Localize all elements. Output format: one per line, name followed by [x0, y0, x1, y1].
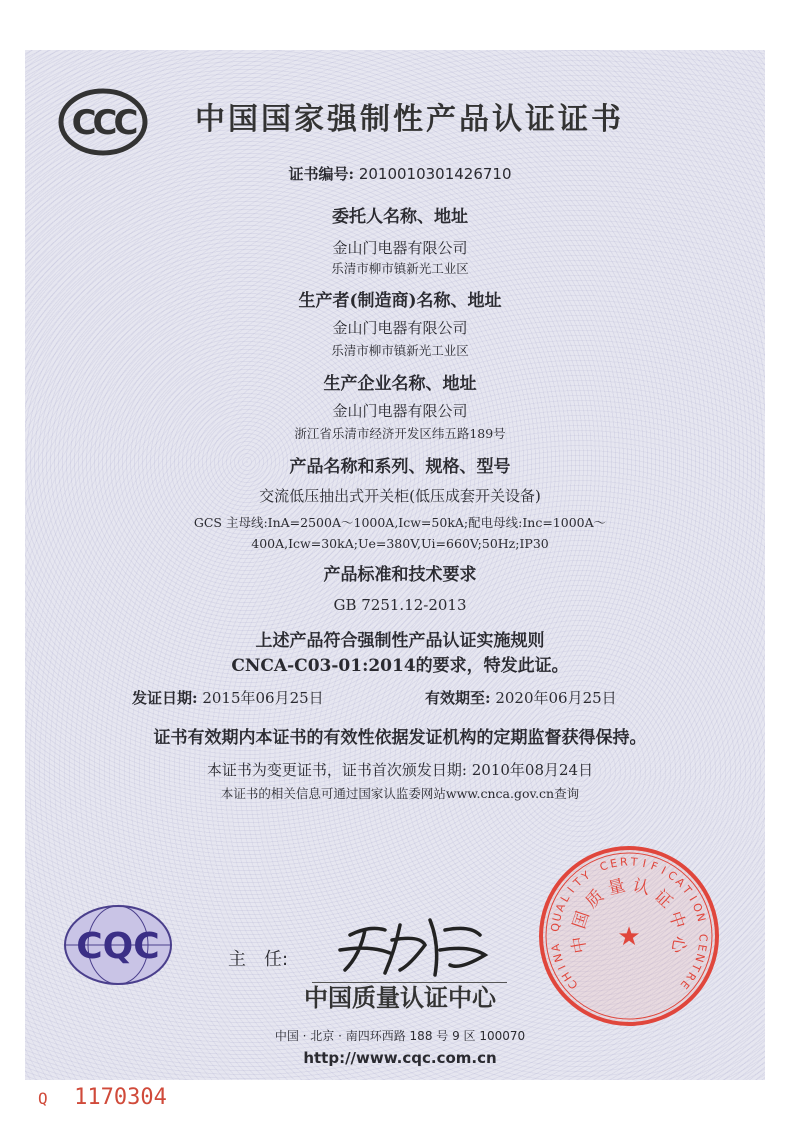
seal-outer-char: L: [558, 892, 573, 905]
cqc-logo: [62, 903, 174, 987]
expiry-date: [425, 690, 617, 707]
issue-date-value: 2015年06月25日: [202, 689, 324, 707]
seal-outer-char: U: [550, 911, 565, 923]
seal-outer-char: Y: [579, 868, 593, 884]
manufacturer-name: 金山门电器有限公司: [332, 319, 468, 337]
cqc-logo-text: CQC: [76, 926, 160, 967]
seal-outer-char: I: [641, 856, 648, 871]
seal-star-icon: ★: [617, 922, 641, 952]
validity-note: 证书有效期内本证书的有效性依据发证机构的定期监督获得保持。: [153, 728, 647, 748]
seal-inner-char: 质: [581, 886, 609, 913]
seal-outer-char: C: [565, 977, 581, 992]
change-note: 本证书为变更证书，证书首次颁发日期: 2010年08月24日: [206, 761, 594, 779]
product-spec-line1: GCS 主母线:InA=2500A～1000A,Icw=50kA;配电母线:Inc=1000A～: [193, 515, 607, 530]
manufacturer-heading: 生产者(制造商)名称、地址: [298, 291, 502, 311]
seal-inner-char: 中: [568, 934, 592, 955]
issue-date-label: 发证日期:: [132, 689, 198, 707]
director-label: 主 任:: [228, 949, 289, 970]
serial-prefix: Q: [38, 1089, 48, 1108]
query-note: 本证书的相关信息可通过国家认监委网站www.cnca.gov.cn查询: [220, 786, 580, 801]
seal-inner-char: 国: [569, 908, 594, 932]
seal-outer-char: N: [692, 952, 708, 964]
seal-inner-char: 量: [605, 875, 628, 900]
seal-outer-char: N: [693, 911, 708, 924]
seal-outer-char: T: [679, 883, 695, 897]
product-heading: 产品名称和系列、规格、型号: [289, 457, 511, 477]
seal-inner-char: 心: [666, 934, 690, 955]
seal-outer-char: E: [677, 977, 693, 992]
seal-outer-char: C: [696, 933, 710, 942]
serial-number: [38, 1085, 167, 1110]
seal-outer-char: E: [608, 856, 619, 871]
director-signature: [330, 905, 500, 980]
expiry-date-label: 有效期至:: [425, 689, 491, 707]
client-heading: 委托人名称、地址: [332, 207, 468, 227]
client-address: 乐清市柳市镇新光工业区: [331, 261, 469, 276]
seal-outer-char: H: [559, 969, 575, 984]
seal-outer-char: T: [630, 855, 638, 869]
seal-outer-char: O: [689, 901, 706, 915]
signature-line: [312, 982, 507, 983]
organization-address: 中国 · 北京 · 南四环西路 188 号 9 区 100070: [274, 1029, 526, 1043]
seal-inner-char: 证: [649, 886, 677, 913]
page-title: 中国国家强制性产品认证证书: [195, 102, 624, 137]
seal-outer-char: Q: [548, 922, 563, 933]
standard-value: GB 7251.12-2013: [333, 596, 467, 614]
seal-outer-char: I: [564, 884, 578, 896]
seal-outer-char: R: [619, 855, 629, 869]
seal-outer-char: A: [548, 943, 563, 953]
standard-heading: 产品标准和技术要求: [323, 565, 477, 585]
client-name: 金山门电器有限公司: [332, 239, 468, 257]
ccc-logo-text: CCC: [71, 103, 135, 143]
serial-value: 1170304: [74, 1085, 167, 1110]
seal-outer-char: C: [598, 858, 610, 874]
organization-url[interactable]: http://www.cqc.com.cn: [303, 1049, 497, 1067]
seal-outer-char: I: [686, 893, 700, 904]
official-seal: [538, 845, 720, 1027]
certificate-number-value: 2010010301426710: [358, 165, 512, 183]
ccc-logo: [58, 88, 148, 156]
seal-inner-char: 中: [664, 908, 689, 932]
seal-outer-char: R: [683, 969, 699, 984]
certificate-number-label: 证书编号:: [288, 165, 355, 183]
certificate-number: [288, 166, 511, 183]
conformity-line2: CNCA-C03-01:2014的要求，特发此证。: [231, 656, 569, 676]
seal-outer-char: F: [648, 859, 660, 874]
seal-outer-char: A: [553, 901, 569, 914]
factory-address: 浙江省乐清市经济开发区纬五路189号: [294, 426, 506, 441]
expiry-date-value: 2020年06月25日: [495, 689, 617, 707]
conformity-line1: 上述产品符合强制性产品认证实施规则: [255, 631, 545, 651]
seal-outer-char: C: [665, 868, 680, 884]
issuing-organization: 中国质量认证中心: [304, 984, 496, 1012]
seal-outer-char: N: [550, 952, 566, 964]
seal-outer-char: I: [555, 963, 569, 972]
product-name: 交流低压抽出式开关柜(低压成套开关设备): [259, 487, 541, 505]
product-spec-line2: 400A,Icw=30kA;Ue=380V,Ui=660V;50Hz;IP30: [251, 536, 549, 551]
manufacturer-address: 乐清市柳市镇新光工业区: [331, 343, 469, 358]
issue-date: [132, 690, 324, 707]
seal-outer-char: T: [570, 875, 585, 890]
seal-outer-char: A: [672, 875, 688, 890]
seal-outer-char: E: [695, 943, 710, 953]
factory-heading: 生产企业名称、地址: [323, 374, 477, 394]
seal-outer-char: I: [659, 864, 668, 878]
seal-inner-char: 认: [630, 875, 653, 900]
seal-outer-char: T: [688, 961, 704, 974]
factory-name: 金山门电器有限公司: [332, 402, 468, 420]
